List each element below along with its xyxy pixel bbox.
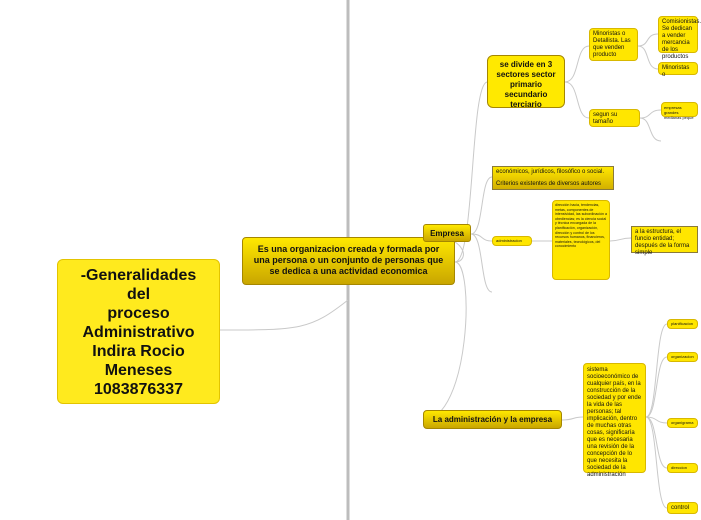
direccion-node[interactable]: direccion bbox=[667, 463, 698, 473]
minoristas-node[interactable]: Minoristas o Detallista. Las que venden producto bbox=[589, 28, 638, 61]
root-topic[interactable]: -Generalidades del proceso Administrativo Indira Rocio Meneses 1083876337 bbox=[57, 259, 220, 404]
control-node[interactable]: control bbox=[667, 502, 698, 514]
estructura-node[interactable]: a la estructura, el funcio entidad; después de la forma simple bbox=[631, 226, 698, 253]
planificacion-node[interactable]: planificacion bbox=[667, 319, 698, 329]
organizacion-node[interactable]: organizacion bbox=[667, 352, 698, 362]
criterios-text: Criterios existentes de diversos autores bbox=[496, 181, 602, 187]
administracion-node[interactable]: administracion bbox=[492, 236, 532, 246]
adm-empresa-topic[interactable]: La administración y la empresa bbox=[423, 410, 562, 429]
segun-tamano-node[interactable]: segun su tamaño bbox=[589, 109, 640, 127]
minoristas-o-node[interactable]: Minoristas o bbox=[658, 62, 698, 75]
comisionistas-node[interactable]: Comisionistas. Se dedican a vender mercancia de los productos bbox=[658, 16, 698, 53]
empresa-topic[interactable]: Empresa bbox=[423, 224, 471, 242]
empresas-grandes-node[interactable]: empresas grandes medianas peque bbox=[661, 102, 698, 117]
sistema-node[interactable]: sistema socioeconómico de cualquier país, en la construcción de la sociedad y por ende la vida de las personas; tal implicación, dentro de muchas otras cosas, significaría que es necesaria una revisión de la concepción de lo que necesita la sociedad de la administración bbox=[583, 363, 646, 473]
economicos-node[interactable] bbox=[492, 166, 614, 190]
organigrama-node[interactable]: organigrama bbox=[667, 418, 698, 428]
admin-description-node[interactable]: dirección hacia, tendencias, metas, componentes de intensividad, las subordinación a obediencias; es la ciencia social y técnica encargada de la planificación, organización, dirección y control de los recursos humanos, financieros, materiales, tecnológicos, del conocimiento bbox=[552, 200, 610, 280]
sectors-topic[interactable]: se divide en 3 sectores sector primario secundario terciario bbox=[487, 55, 565, 108]
economicos-text: económicos, jurídicos, filosófico o social. bbox=[496, 169, 605, 175]
central-topic[interactable]: Es una organizacion creada y formada por una persona o un conjunto de personas que se dedica a una actividad economica bbox=[242, 237, 455, 285]
